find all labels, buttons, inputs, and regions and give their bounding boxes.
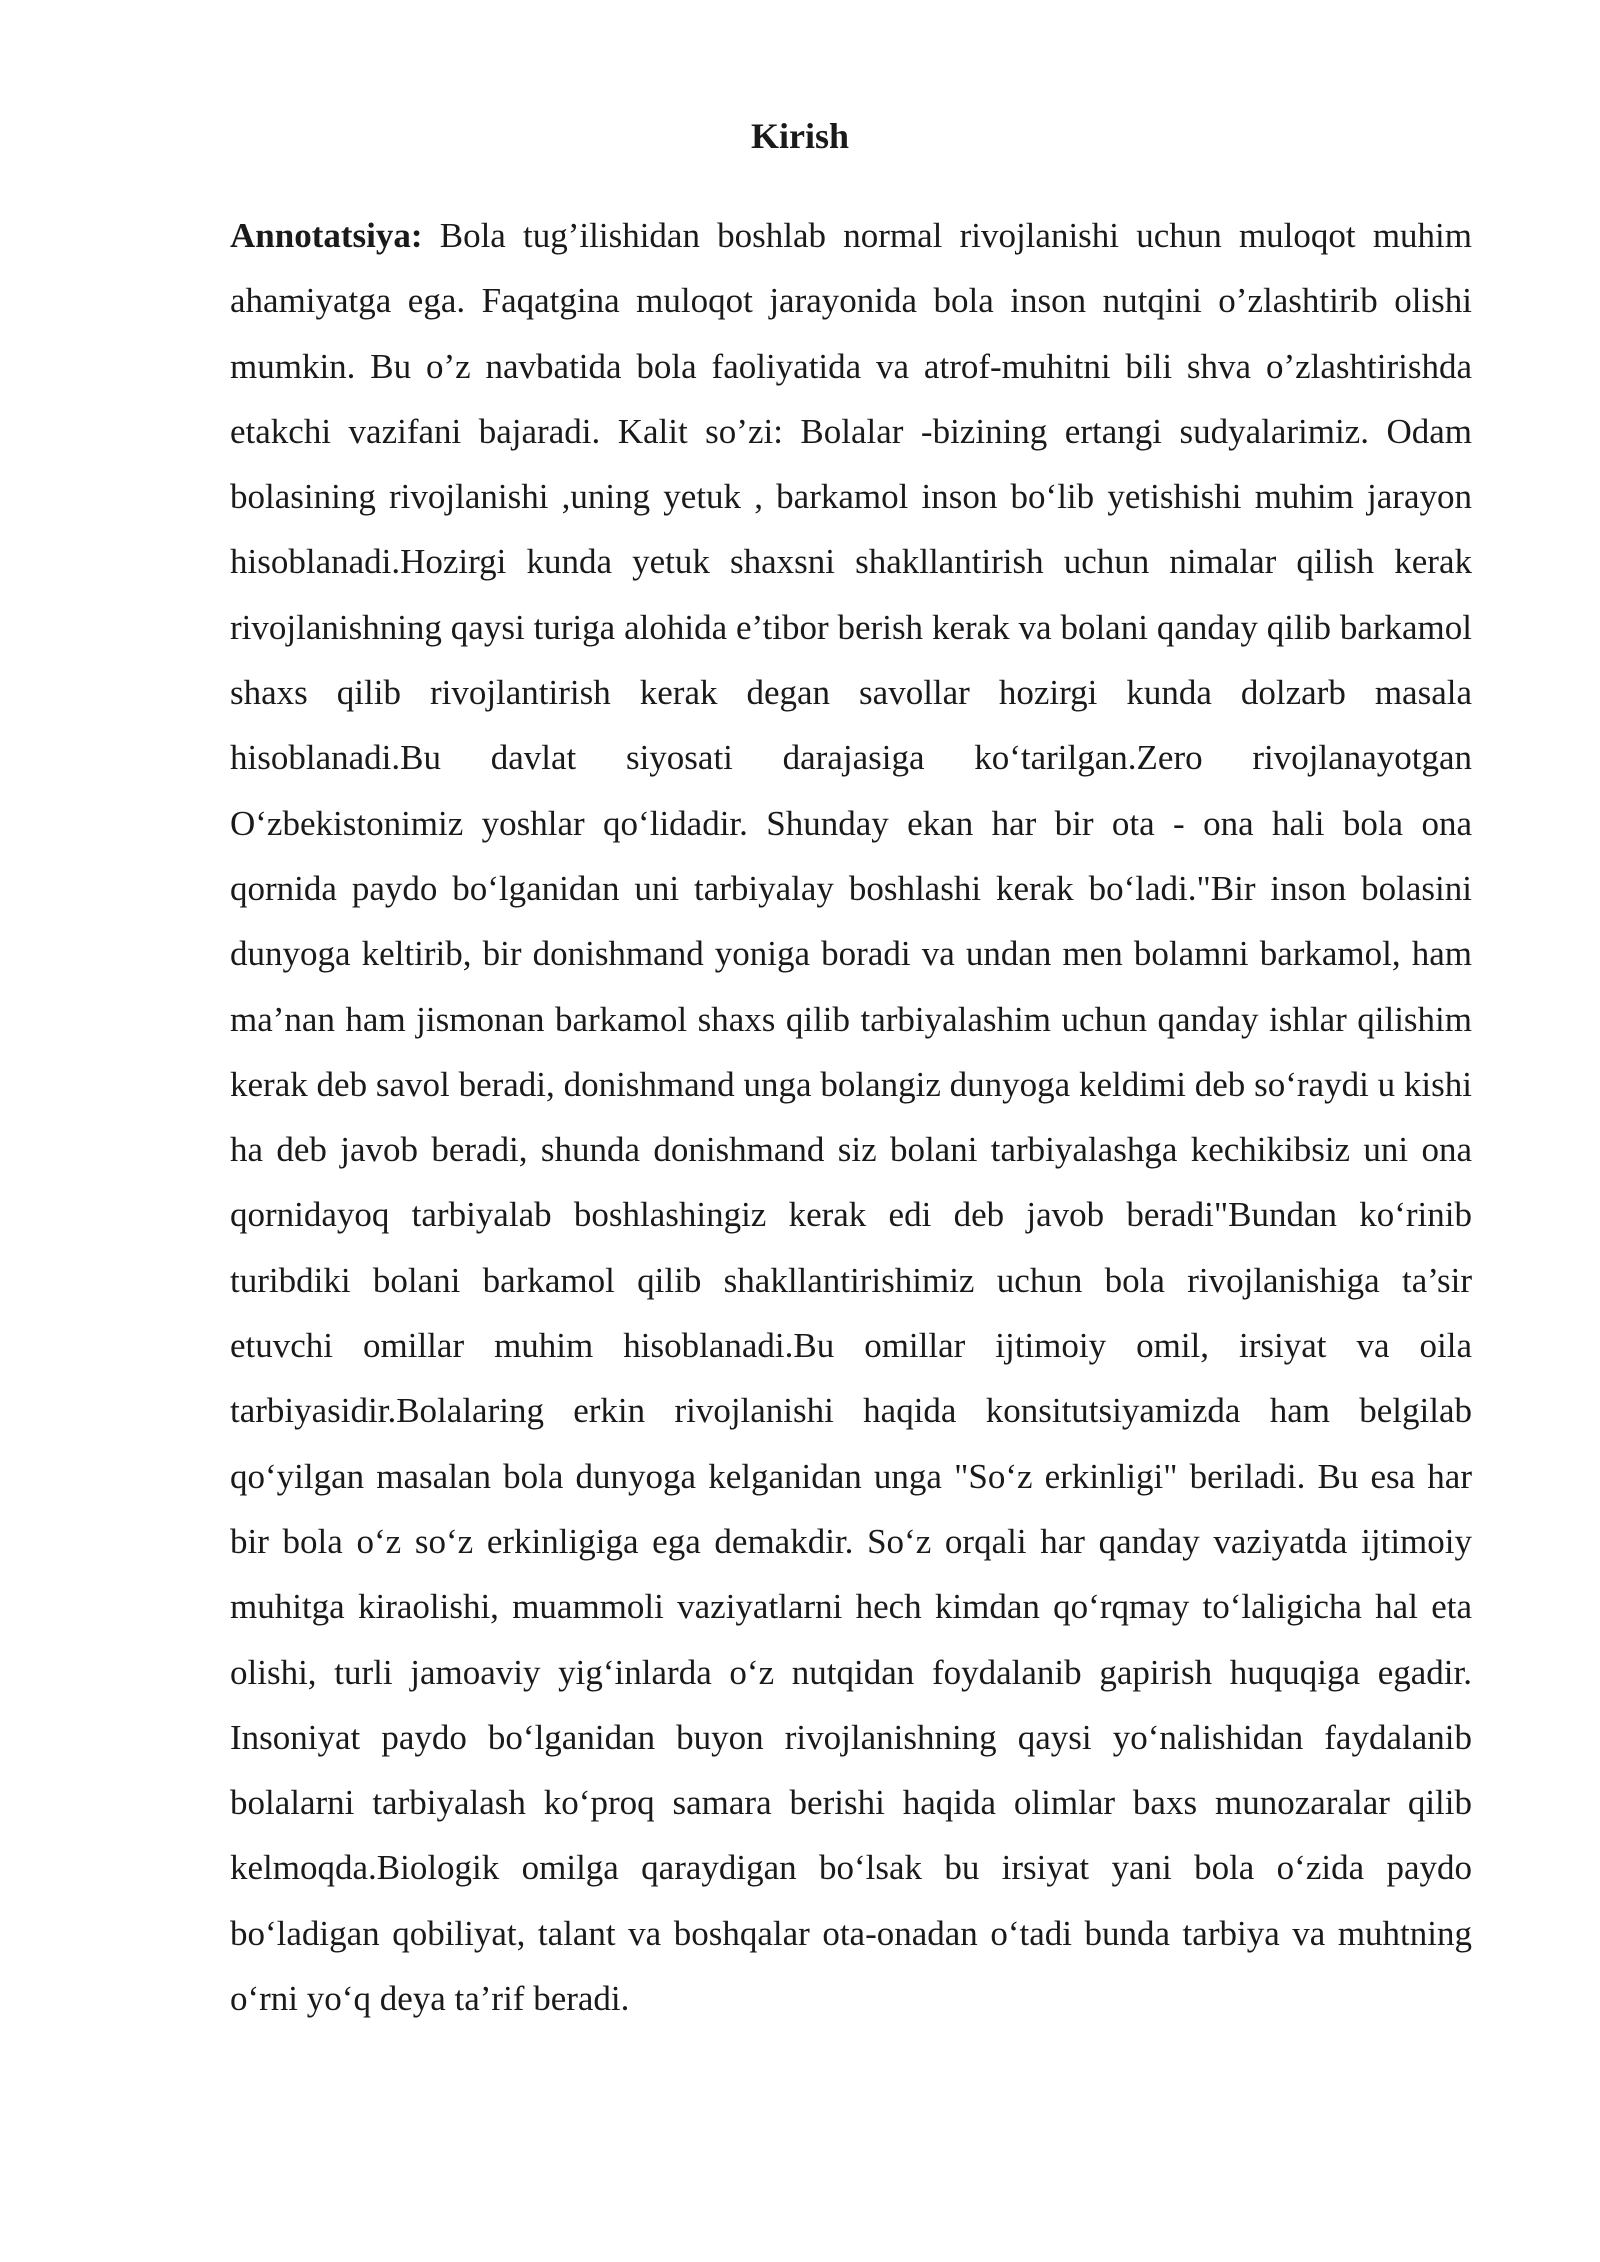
abstract-paragraph — [230, 203, 1472, 2031]
page-title: Kirish — [750, 116, 849, 156]
abstract-text: Bola tug’ilishidan boshlab normal rivojlanishi uchun muloqot muhim ahamiyatga ega. Faqatgina muloqot jarayonida bola inson nutqini o’zlashtirib olishi mumkin. Bu o’z navbatida bola faoliyatida va atrof-muhitni bili shva o’zlashtirishda etakchi vazifani bajaradi. Kalit so’zi: Bolalar -bizining ertangi sudyalarimiz. Odam bolasining rivojlanishi ,uning yetuk , barkamol inson bo‘lib yetishishi muhim jarayon hisoblanadi.Hozirgi kunda yetuk shaxsni shakllantirish uchun nimalar qilish kerak rivojlanishning qaysi turiga alohida e’tibor berish kerak va bolani qanday qilib barkamol shaxs qilib rivojlantirish kerak degan savollar hozirgi kunda dolzarb masala hisoblanadi.Bu davlat siyosati darajasiga ko‘tarilgan.Zero rivojlanayotgan O‘zbekistonimiz yoshlar qo‘lidadir. Shunday ekan har bir ota - ona hali bola ona qornida paydo bo‘lganidan uni tarbiyalay boshlashi kerak bo‘ladi."Bir inson bolasini dunyoga keltirib, bir donishmand yoniga boradi va undan men bolamni barkamol, ham ma’nan ham jismonan barkamol shaxs qilib tarbiyalashim uchun qanday ishlar qilishim kerak deb savol beradi, donishmand unga bolangiz dunyoga keldimi deb so‘raydi u kishi ha deb javob beradi, shunda donishmand siz bolani tarbiyalashga kechikibsiz uni ona qornidayoq tarbiyalab boshlashingiz kerak edi deb javob beradi"Bundan ko‘rinib turibdiki bolani barkamol qilib shakllantirishimiz uchun bola rivojlanishiga ta’sir etuvchi omillar muhim hisoblanadi.Bu omillar ijtimoiy omil, irsiyat va oila tarbiyasidir.Bolalaring erkin rivojlanishi haqida konsitutsiyamizda ham belgilab qo‘yilgan masalan bola dunyoga kelganidan unga "So‘z erkinligi" beriladi. Bu esa har bir bola o‘z so‘z erkinligiga ega demakdir. So‘z orqali har qanday vaziyatda ijtimoiy muhitga kiraolishi, muammoli vaziyatlarni hech kimdan qo‘rqmay to‘laligicha hal eta olishi, turli jamoaviy yig‘inlarda o‘z nutqidan foydalanib gapirish huquqiga egadir. Insoniyat paydo bo‘lganidan buyon rivojlanishning qaysi yo‘nalishidan faydalanib bolalarni tarbiyalash ko‘proq samara berishi haqida olimlar baxs munozaralar qilib kelmoqda.Biologik omilga qaraydigan bo‘lsak bu irsiyat yani bola o‘zida paydo bo‘ladigan qobiliyat, talant va boshqalar ota-onadan o‘tadi bunda tarbiya va muhtning o‘rni yo‘q deya ta’rif beradi. — [230, 216, 1472, 2019]
abstract-label: Annotatsiya: — [230, 216, 423, 255]
